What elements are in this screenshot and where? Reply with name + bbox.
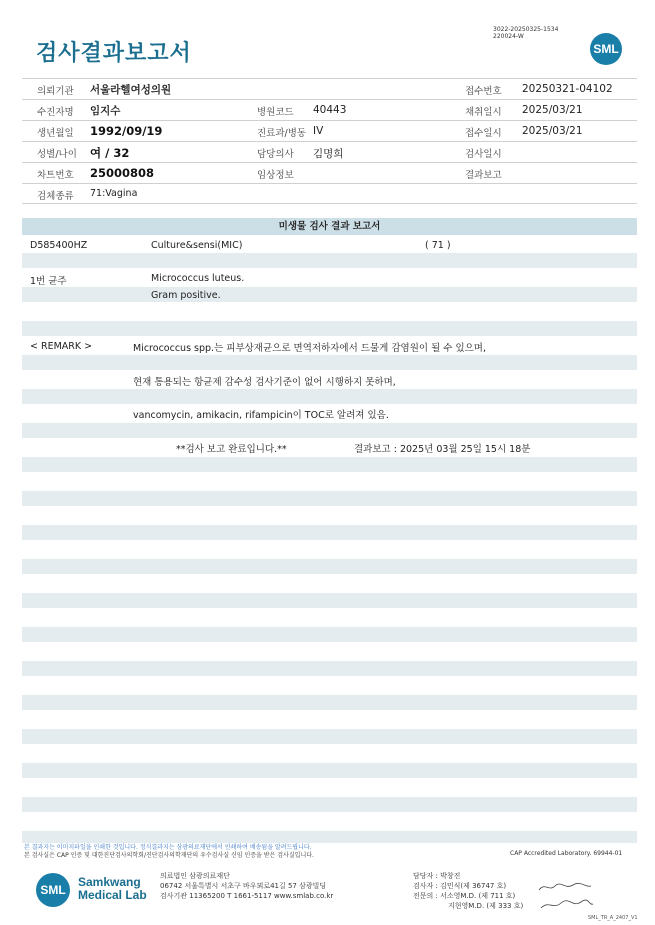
print-warning: 본 결과지는 이미지파일을 인쇄한 것입니다. 정식결과지는 삼광의료재단에서 인쇄하여 배송됨을 알려드립니다. bbox=[24, 844, 312, 851]
row-stripe bbox=[22, 559, 637, 574]
dob-label: 생년월일 bbox=[37, 128, 74, 139]
row-stripe bbox=[22, 627, 637, 642]
footer-sml-logo: SML bbox=[36, 873, 70, 907]
organization-address bbox=[160, 871, 333, 901]
row-stripe bbox=[22, 695, 637, 710]
chart-no-value: 25000808 bbox=[90, 166, 155, 180]
receipt-no-value: 20250321-04102 bbox=[522, 83, 613, 95]
row-stripe bbox=[22, 355, 637, 370]
collect-date-label: 채취일시 bbox=[465, 107, 502, 118]
doctor-label: 담당의사 bbox=[257, 149, 294, 160]
gram-stain: Gram positive. bbox=[151, 290, 221, 301]
remark-line-3: vancomycin, amikacin, rifampicin이 TOC로 알려져 있음. bbox=[133, 410, 389, 421]
row-stripe bbox=[22, 423, 637, 438]
test-specimen: ( 71 ) bbox=[425, 240, 451, 251]
institution-value: 서울라헬여성의원 bbox=[90, 84, 172, 96]
dept-label: 진료과/병동 bbox=[257, 128, 307, 139]
section-title: 미생물 검사 결과 보고서 bbox=[22, 218, 637, 235]
row-stripe bbox=[22, 321, 637, 336]
report-label: 결과보고 bbox=[465, 170, 502, 181]
sex-age-label: 성별/나이 bbox=[37, 149, 77, 160]
remark-label: < REMARK > bbox=[30, 341, 93, 352]
divider bbox=[22, 162, 637, 163]
name-label: 수진자명 bbox=[37, 107, 74, 118]
row-stripe bbox=[22, 763, 637, 778]
staff-line-1: 담당자 : 박창진 bbox=[413, 872, 461, 880]
cap-accreditation: CAP Accredited Laboratory. 69944-01 bbox=[510, 850, 623, 857]
staff-line-3: 전문의 : 서소영M.D. (제 711 호) bbox=[413, 892, 516, 900]
row-stripe bbox=[22, 457, 637, 472]
divider bbox=[22, 120, 637, 121]
sex-age-value: 여 / 32 bbox=[90, 146, 130, 160]
staff-line-4: 지현영M.D. (제 333 호) bbox=[448, 902, 524, 910]
receipt-date-value: 2025/03/21 bbox=[522, 125, 583, 137]
signature-image bbox=[535, 878, 595, 914]
test-name: Culture&sensi(MIC) bbox=[151, 240, 243, 251]
document-code bbox=[493, 26, 558, 40]
remark-line-2: 현재 통용되는 항균제 감수성 검사기준이 없어 시행하지 못하며, bbox=[133, 377, 396, 388]
organism: Micrococcus luteus. bbox=[151, 273, 245, 284]
staff-list bbox=[413, 871, 523, 911]
divider bbox=[22, 183, 637, 184]
row-stripe bbox=[22, 253, 637, 268]
hospital-code-value: 40443 bbox=[313, 104, 347, 116]
address-line-2: 06742 서울특별시 서초구 바우뫼로41길 57 삼광빌딩 bbox=[160, 882, 327, 890]
report-complete: **검사 보고 완료입니다.** bbox=[176, 444, 287, 455]
row-stripe bbox=[22, 491, 637, 506]
row-stripe bbox=[22, 593, 637, 608]
remark-line-1: Micrococcus spp.는 피부상재균으로 면역저하자에서 드물게 감염원이 될 수 있으며, bbox=[133, 343, 487, 354]
organization-name bbox=[78, 876, 147, 902]
form-code: SML_TR_A_2407_V1 bbox=[588, 915, 638, 921]
row-stripe bbox=[22, 661, 637, 676]
page-title: 검사결과보고서 bbox=[36, 41, 192, 66]
doctor-value: 김명희 bbox=[313, 148, 344, 160]
test-code: D585400HZ bbox=[30, 240, 88, 251]
receipt-no-label: 접수번호 bbox=[465, 86, 502, 97]
name-value: 임지수 bbox=[90, 105, 121, 117]
address-line-1: 의료법인 삼광의료재단 bbox=[160, 872, 230, 880]
clinical-label: 임상정보 bbox=[257, 170, 294, 181]
dept-value: IV bbox=[313, 125, 324, 137]
divider bbox=[22, 203, 637, 204]
organization-name-line-1: Samkwang bbox=[78, 875, 141, 889]
specimen-value: 71:Vagina bbox=[90, 188, 138, 199]
address-line-3: 검사기관 11365200 T 1661-5117 www.smlab.co.kr bbox=[160, 892, 334, 900]
sml-logo: SML bbox=[590, 33, 622, 65]
staff-line-2: 검사자 : 김민식(제 36747 호) bbox=[413, 882, 507, 890]
divider bbox=[22, 99, 637, 100]
strain-label: 1번 균주 bbox=[30, 276, 67, 287]
test-date-label: 검사일시 bbox=[465, 149, 502, 160]
document-code-line-1: 3022-20250325-1534 bbox=[493, 26, 559, 33]
dob-value: 1992/09/19 bbox=[90, 124, 163, 138]
institution-label: 의뢰기관 bbox=[37, 86, 74, 97]
report-time: 결과보고 : 2025년 03월 25일 15시 18분 bbox=[354, 444, 531, 455]
row-stripe bbox=[22, 525, 637, 540]
row-stripe bbox=[22, 797, 637, 812]
chart-no-label: 차트번호 bbox=[37, 170, 74, 181]
accreditation-note: 본 검사실은 CAP 인증 및 대한진단검사의학회/진단검사의학재단의 우수검사실 신임 인증을 받은 검사실입니다. bbox=[24, 852, 314, 859]
specimen-label: 검체종류 bbox=[37, 191, 74, 202]
row-stripe bbox=[22, 287, 637, 302]
collect-date-value: 2025/03/21 bbox=[522, 104, 583, 116]
organization-name-line-2: Medical Lab bbox=[78, 888, 147, 902]
row-stripe bbox=[22, 389, 637, 404]
divider bbox=[22, 78, 637, 79]
hospital-code-label: 병원코드 bbox=[257, 107, 294, 118]
divider bbox=[22, 141, 637, 142]
document-code-line-2: 220024-W bbox=[493, 33, 524, 40]
row-stripe bbox=[22, 729, 637, 744]
receipt-date-label: 접수일시 bbox=[465, 128, 502, 139]
